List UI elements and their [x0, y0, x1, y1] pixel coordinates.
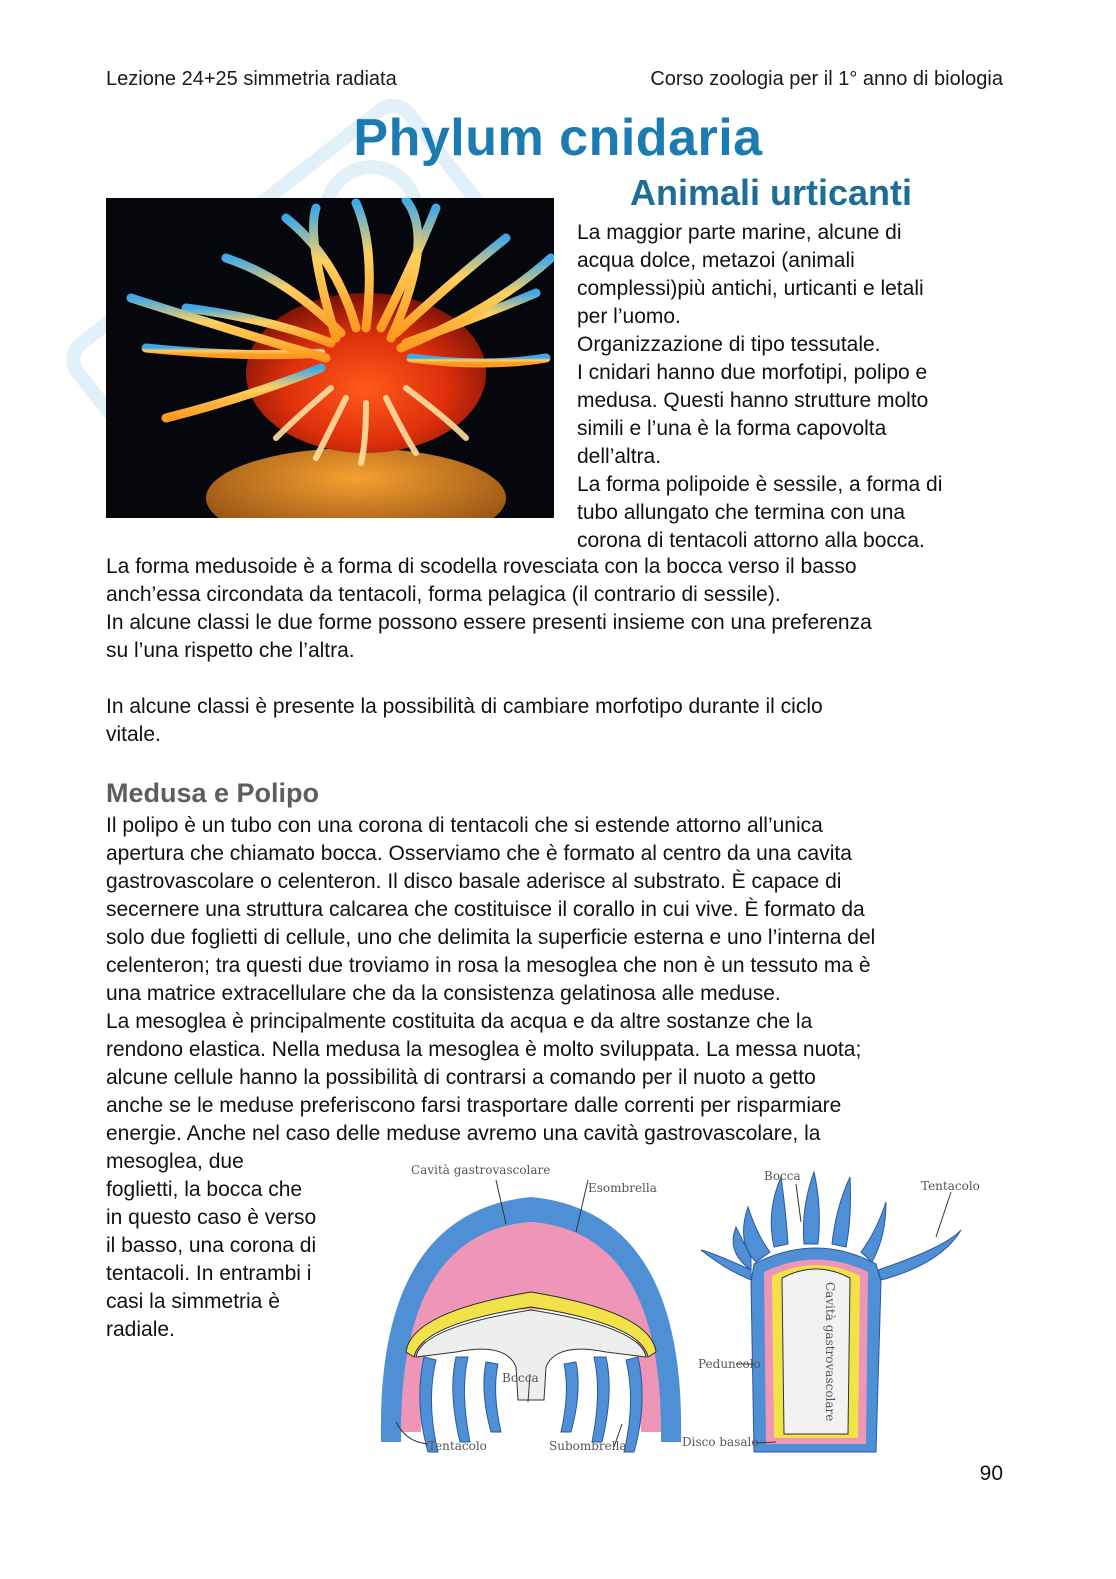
polyp-line: solo due foglietti di cellule, uno che delimita la superficie esterna e uno l’interna del: [106, 926, 876, 949]
label-medusa-mouth: Bocca: [502, 1371, 539, 1385]
intro-line: Organizzazione di tipo tessutale.: [577, 333, 881, 356]
label-polyp-peduncle: Peduncolo: [698, 1357, 761, 1371]
side-line: il basso, una corona di: [106, 1234, 317, 1257]
intro-full-line: vitale.: [106, 723, 161, 746]
polyp-line: una matrice extracellulare che da la consistenza gelatinosa alle meduse.: [106, 982, 781, 1005]
page-title: Phylum cnidaria: [353, 109, 763, 167]
side-line: foglietti, la bocca che: [106, 1178, 303, 1201]
header-lesson: Lezione 24+25 simmetria radiata: [106, 68, 397, 90]
side-line: radiale.: [106, 1318, 175, 1341]
polyp-figure: [682, 1169, 980, 1452]
polyp-line: alcune cellule hanno la possibilità di contrarsi a comando per il nuoto a getto: [106, 1066, 816, 1089]
label-polyp-cavity: Cavità gastrovascolare: [823, 1282, 837, 1422]
polyp-text: [106, 812, 1011, 1148]
label-medusa-exumbrella: Esombrella: [588, 1181, 657, 1195]
intro-full-line: In alcune classi le due forme possono essere presenti insieme con una preferenza: [106, 611, 872, 634]
label-polyp-tentacle: Tentacolo: [921, 1179, 980, 1193]
label-medusa-tentacle: Tentacolo: [428, 1439, 487, 1453]
side-line: in questo caso è verso: [106, 1206, 317, 1229]
polyp-line: energie. Anche nel caso delle meduse avremo una cavità gastrovascolare, la: [106, 1122, 821, 1145]
label-medusa-subumbrella: Subombrella: [549, 1439, 627, 1453]
page-subtitle: Animali urticanti: [630, 172, 913, 213]
side-line: mesoglea, due: [106, 1150, 244, 1173]
polyp-line: apertura che chiamato bocca. Osserviamo che è formato al centro da una cavita: [106, 842, 852, 865]
intro-full-line: La forma medusoide è a forma di scodella rovesciata con la bocca verso il basso: [106, 555, 857, 578]
intro-line: acqua dolce, metazoi (animali: [577, 249, 855, 272]
polyp-line: gastrovascolare o celenteron. Il disco basale aderisce al substrato. È capace di: [106, 870, 842, 893]
polyp-line: La mesoglea è principalmente costituita da acqua e da altre sostanze che la: [106, 1010, 813, 1033]
side-line: tentacoli. In entrambi i: [106, 1262, 312, 1285]
intro-line: medusa. Questi hanno strutture molto: [577, 389, 929, 412]
medusa-polyp-diagram: [356, 1152, 1006, 1467]
intro-line: simili e l’una è la forma capovolta: [577, 417, 887, 440]
section-heading: Medusa e Polipo: [106, 778, 320, 808]
medusa-figure: [381, 1163, 681, 1453]
intro-line: dell’altra.: [577, 445, 662, 468]
label-polyp-basal-disc: Disco basale: [682, 1435, 759, 1449]
label-polyp-mouth: Bocca: [764, 1169, 801, 1183]
polyp-line: secernere una struttura calcarea che costituisce il corallo in cui vive. È formato da: [106, 898, 865, 921]
intro-line: complessi)più antichi, urticanti e letali: [577, 277, 924, 300]
page-number: 90: [979, 1462, 1003, 1485]
label-medusa-cavity: Cavità gastrovascolare: [411, 1163, 551, 1177]
intro-line: I cnidari hanno due morfotipi, polipo e: [577, 361, 928, 384]
intro-line: La forma polipoide è sessile, a forma di: [577, 473, 943, 496]
intro-full-line: su l’una rispetto che l’altra.: [106, 639, 355, 662]
side-line: casi la simmetria è: [106, 1290, 280, 1313]
polyp-line: rendono elastica. Nella medusa la mesoglea è molto sviluppata. La messa nuota;: [106, 1038, 862, 1061]
blank-line: [106, 665, 1011, 693]
intro-line: tubo allungato che termina con una: [577, 501, 906, 524]
intro-full-line: In alcune classi è presente la possibilità di cambiare morfotipo durante il ciclo: [106, 695, 823, 718]
polyp-line: Il polipo è un tubo con una corona di tentacoli che si estende attorno all’unica: [106, 814, 823, 837]
intro-line: corona di tentacoli attorno alla bocca.: [577, 529, 925, 552]
intro-right-text: [577, 219, 1007, 555]
polyp-line: celenteron; tra questi due troviamo in rosa la mesoglea che non è un tessuto ma è: [106, 954, 871, 977]
side-text: [106, 1148, 356, 1344]
polyp-line: anche se le meduse preferiscono farsi trasportare dalle correnti per risparmiare: [106, 1094, 842, 1117]
intro-line: per l’uomo.: [577, 305, 681, 328]
intro-full-text: [106, 553, 1011, 749]
sea-anemone-photo: [106, 198, 554, 518]
intro-line: La maggior parte marine, alcune di: [577, 221, 902, 244]
intro-full-line: anch’essa circondata da tentacoli, forma pelagica (il contrario di sessile).: [106, 583, 781, 606]
header-course: Corso zoologia per il 1° anno di biologia: [650, 68, 1003, 90]
